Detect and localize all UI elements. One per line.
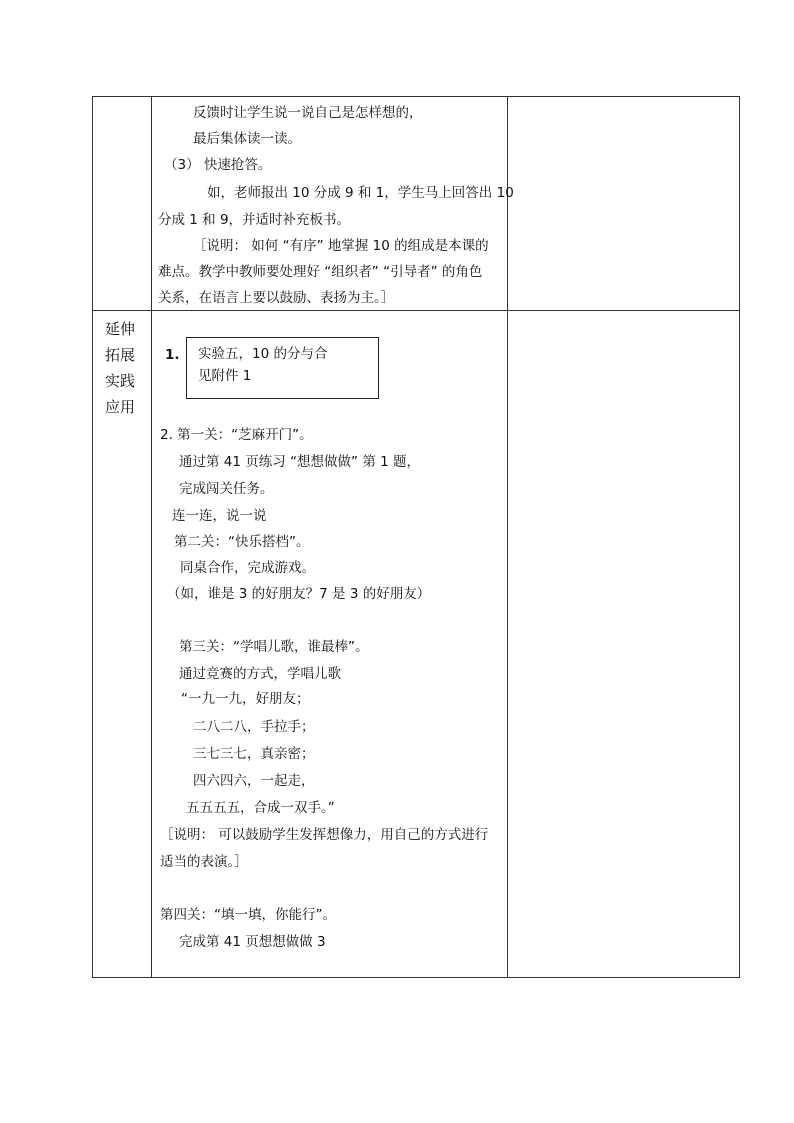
- table-border-bottom: [92, 977, 740, 978]
- text-line: ［说明： 可以鼓励学生发挥想像力，用自己的方式进行: [160, 827, 489, 843]
- text-line: 四六四六，一起走，: [193, 773, 315, 789]
- box-line: 见附件 1: [198, 368, 252, 384]
- text-line: （3） 快速抢答。: [164, 157, 272, 173]
- text-line: 关系，在语言上要以鼓励、表扬为主。］: [158, 290, 395, 306]
- text-line: （如，谁是 3 的好朋友？7 是 3 的好朋友）: [167, 586, 431, 602]
- text-line: 反馈时让学生说一说自己是怎样想的，: [193, 105, 423, 121]
- table-column-divider-2: [507, 96, 508, 978]
- section-label-line: 延伸: [105, 320, 136, 338]
- text-line: “一九一九，好朋友；: [181, 691, 310, 707]
- section-label-line: 应用: [105, 398, 136, 416]
- text-line: 分成 1 和 9，并适时补充板书。: [158, 212, 351, 228]
- text-line: ［说明： 如何 “有序” 地掌握 10 的组成是本课的: [193, 238, 489, 254]
- text-line: 第三关：“学唱儿歌，谁最棒”。: [179, 639, 369, 655]
- box-line: 实验五，10 的分与合: [198, 346, 328, 362]
- text-line: 难点。教学中教师要处理好 “组织者” “引导者” 的角色: [158, 264, 483, 280]
- text-line: 连一连，说一说: [172, 508, 267, 524]
- table-border-top: [92, 96, 740, 97]
- table-column-divider-1: [151, 96, 152, 978]
- table-border-right: [739, 96, 740, 978]
- text-line: 适当的表演。］: [160, 854, 248, 870]
- section-label-line: 实践: [105, 372, 136, 390]
- text-line: 完成第 41 页想想做做 3: [179, 934, 326, 950]
- table-border-left: [92, 96, 93, 978]
- text-line: 二八二八，手拉手；: [193, 719, 315, 735]
- text-line: 完成闯关任务。: [179, 481, 274, 497]
- text-line: 最后集体读一读。: [193, 131, 301, 147]
- text-line: 五五五五，合成一双手。”: [186, 800, 335, 816]
- text-line: 第四关：“填一填，你能行”。: [160, 907, 336, 923]
- text-line: 同桌合作，完成游戏。: [180, 560, 315, 576]
- table-row-divider: [92, 310, 740, 311]
- text-line: 通过第 41 页练习 “想想做做” 第 1 题，: [179, 454, 421, 470]
- text-line: 第二关：“快乐搭档”。: [174, 534, 310, 550]
- section-label-line: 拓展: [105, 346, 136, 364]
- text-line: 三七三七，真亲密；: [193, 746, 315, 762]
- text-line: 如，老师报出 10 分成 9 和 1，学生马上回答出 10: [207, 185, 514, 201]
- text-line: 2. 第一关：“芝麻开门”。: [160, 427, 313, 443]
- item-number: 1.: [165, 347, 180, 363]
- text-line: 通过竞赛的方式，学唱儿歌: [179, 666, 341, 682]
